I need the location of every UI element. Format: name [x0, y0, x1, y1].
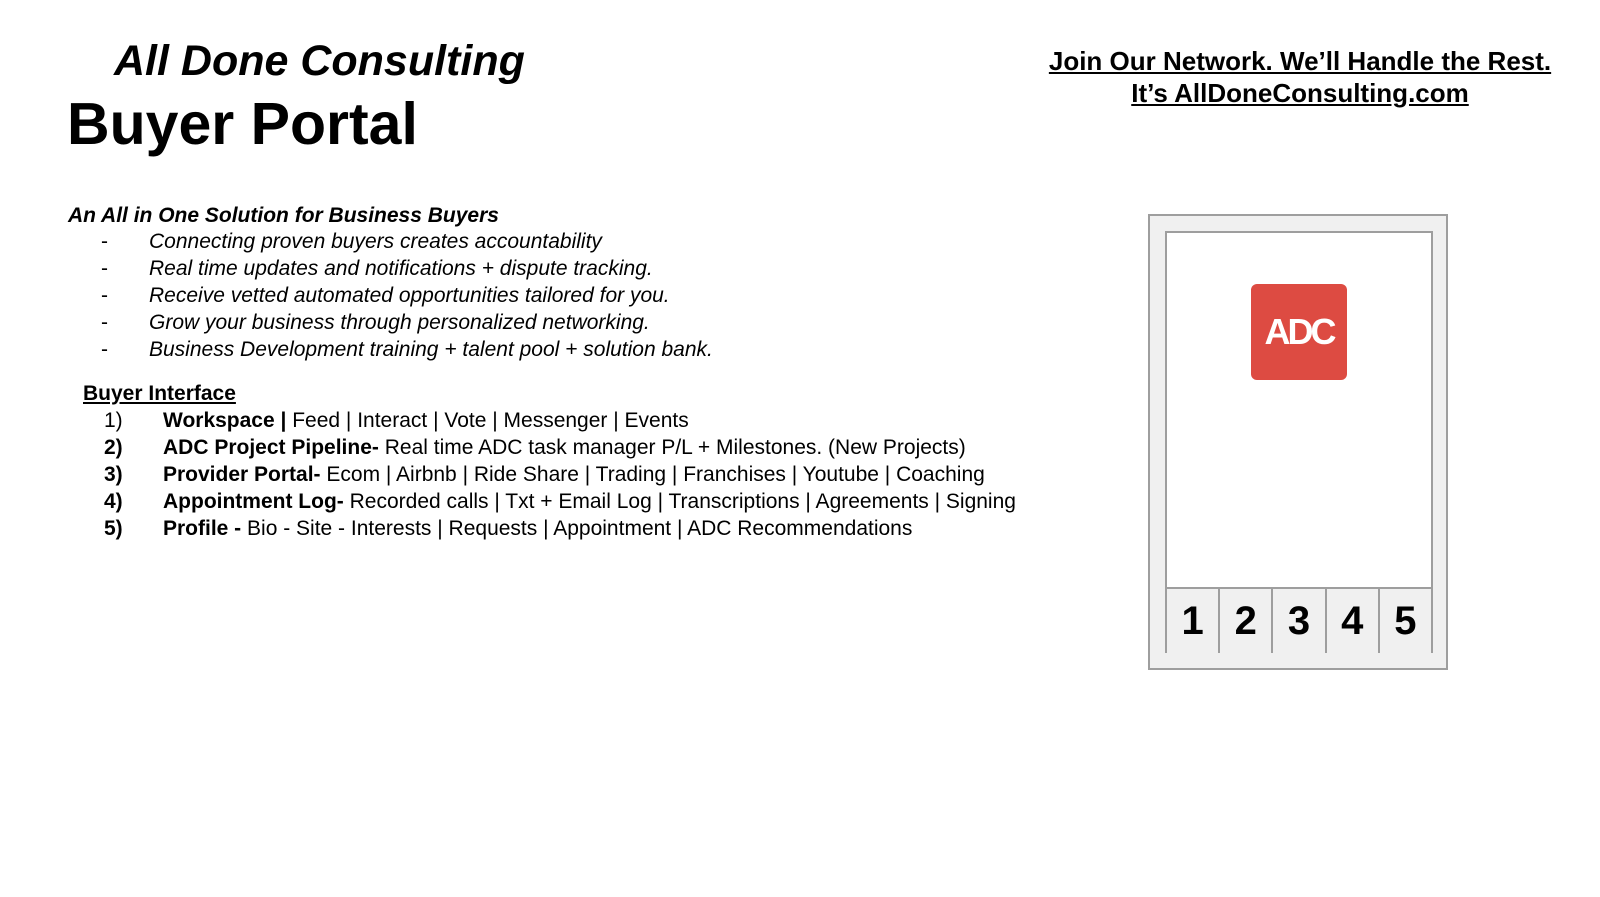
item-number: 4) [104, 490, 123, 513]
bullet-text: Receive vetted automated opportunities tailored for you. [149, 284, 670, 307]
phone-screen [1165, 231, 1433, 653]
tab-bar [1167, 587, 1431, 653]
feature-name: Provider Portal- [163, 463, 321, 486]
tab-1[interactable]: 1 [1167, 589, 1220, 653]
feature-name: Appointment Log- [163, 490, 344, 513]
feature-text [163, 490, 1016, 514]
tagline-line-1[interactable]: Join Our Network. We’ll Handle the Rest. [1048, 46, 1552, 76]
tab-2[interactable]: 2 [1220, 589, 1273, 653]
feature-name: Profile - [163, 517, 242, 540]
feature-text [163, 409, 689, 433]
bullet-dash: - [101, 257, 108, 280]
feature-text [163, 463, 985, 487]
bullet-dash: - [101, 284, 108, 307]
page-title: Buyer Portal [67, 91, 418, 157]
item-number: 2) [104, 436, 123, 459]
phone-mockup [1148, 214, 1448, 670]
intro-heading: An All in One Solution for Business Buyers [68, 204, 499, 227]
bullet-dash: - [101, 338, 108, 361]
feature-name: ADC Project Pipeline- [163, 436, 379, 459]
tagline-line-2[interactable]: It’s AllDoneConsulting.com [1131, 78, 1469, 108]
bullet-dash: - [101, 311, 108, 334]
item-number: 5) [104, 517, 123, 540]
bullet-text: Grow your business through personalized networking. [149, 311, 650, 334]
item-number: 3) [104, 463, 123, 486]
feature-text [163, 517, 912, 541]
tab-4[interactable]: 4 [1327, 589, 1380, 653]
item-number: 1) [104, 409, 123, 432]
tab-3[interactable]: 3 [1273, 589, 1326, 653]
buyer-interface-heading: Buyer Interface [83, 382, 236, 405]
feature-detail: Real time ADC task manager P/L + Milestones. (New Projects) [378, 436, 966, 459]
tagline[interactable] [1010, 45, 1590, 109]
feature-detail: Feed | Interact | Vote | Messenger | Events [286, 409, 689, 432]
logo-text: ADC [1264, 311, 1334, 352]
feature-detail: Recorded calls | Txt + Email Log | Transcriptions | Agreements | Signing [343, 490, 1016, 513]
bullet-text: Connecting proven buyers creates accountability [149, 230, 602, 253]
bullet-text: Business Development training + talent pool + solution bank. [149, 338, 713, 361]
tab-5[interactable]: 5 [1394, 598, 1417, 643]
feature-text [163, 436, 966, 460]
bullet-dash: - [101, 230, 108, 253]
adc-logo-icon[interactable] [1251, 284, 1347, 380]
feature-detail: Ecom | Airbnb | Ride Share | Trading | Franchises | Youtube | Coaching [320, 463, 985, 486]
bullet-text: Real time updates and notifications + dispute tracking. [149, 257, 653, 280]
brand-name: All Done Consulting [114, 37, 525, 85]
feature-detail: Bio - Site - Interests | Requests | Appointment | ADC Recommendations [241, 517, 913, 540]
feature-name: Workspace | [163, 409, 287, 432]
